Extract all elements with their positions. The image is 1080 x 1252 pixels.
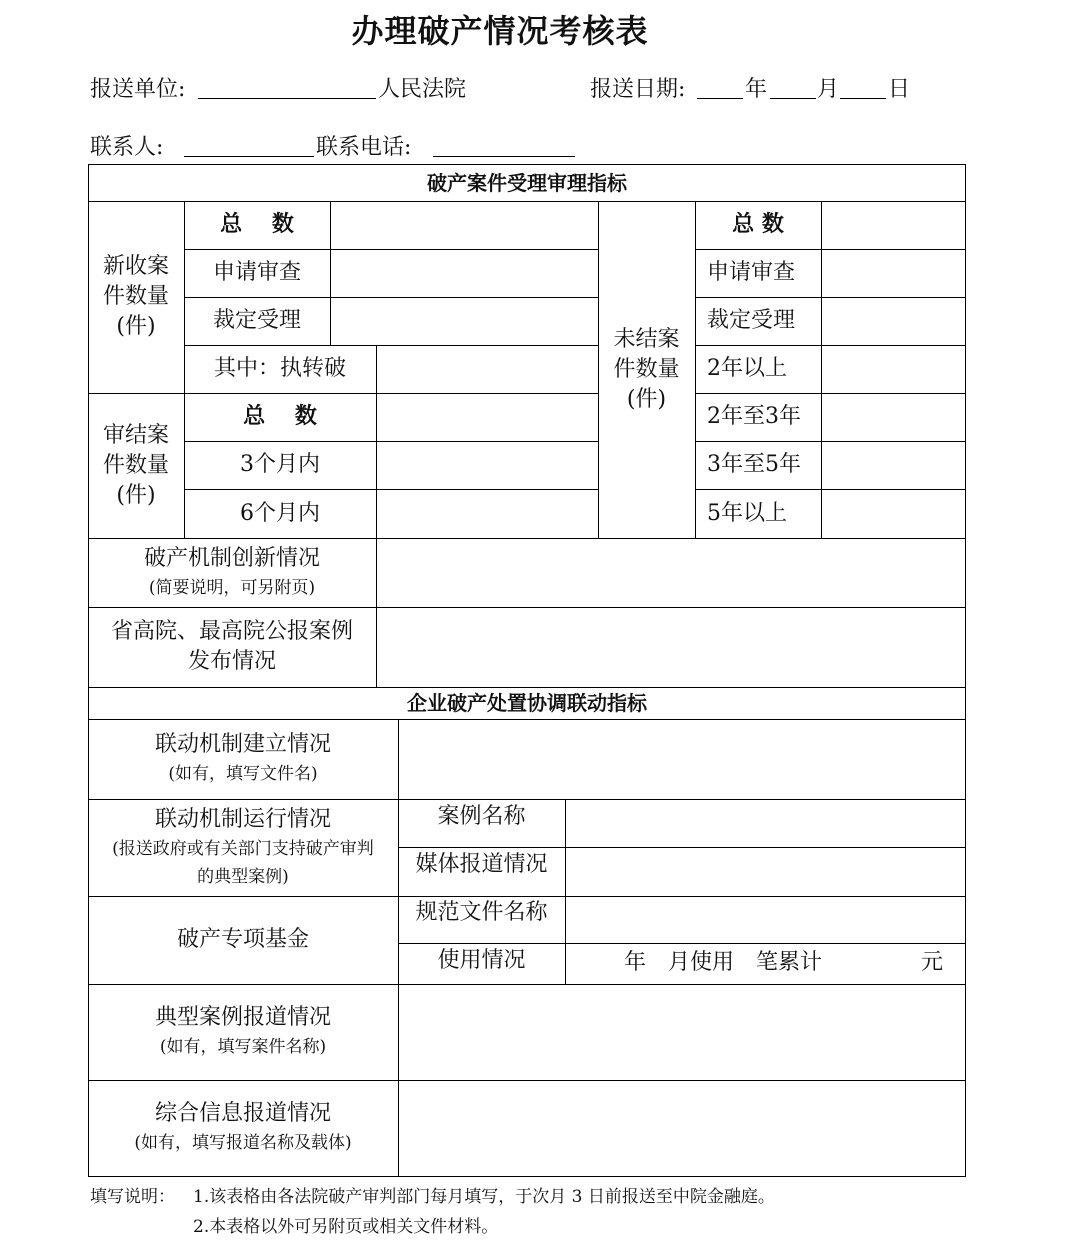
pending-over5y-label: 5年以上 <box>707 500 787 526</box>
label-line: 审结案 <box>102 422 169 448</box>
info-report-label <box>88 1080 398 1176</box>
pending-cases-label <box>598 201 695 538</box>
grid-line <box>965 164 966 1176</box>
case-name-label: 案例名称 <box>437 804 526 829</box>
pending-2to3y-label: 2年至3年 <box>707 404 801 429</box>
label-line: (件) <box>116 482 156 508</box>
label-line: 典型案例报道情况 <box>154 1005 331 1030</box>
phone-field[interactable] <box>433 156 575 157</box>
label-line: (件) <box>626 386 667 412</box>
fund-doc-label: 规范文件名称 <box>415 900 548 925</box>
grid-line <box>376 345 377 393</box>
page-title: 办理破产情况考核表 <box>351 12 649 50</box>
closed-6m-field[interactable] <box>378 491 596 536</box>
new-review-label: 申请审查 <box>212 260 301 285</box>
published-cases-field[interactable] <box>378 609 963 685</box>
pending-review-field[interactable] <box>823 251 963 295</box>
mechanism-setup-field[interactable] <box>400 721 963 797</box>
closed-3m-field[interactable] <box>378 443 596 487</box>
pending-2to3y-field[interactable] <box>823 395 963 439</box>
fund-label: 破产专项基金 <box>176 927 309 952</box>
label-line: 综合信息报道情况 <box>154 1101 331 1126</box>
year-field[interactable] <box>697 98 743 99</box>
new-cases-label <box>88 201 184 393</box>
mechanism-run-label <box>88 799 398 896</box>
new-accepted-label: 裁定受理 <box>212 308 301 333</box>
contact-label: 联系人: <box>90 135 164 160</box>
pending-total-label: 总 数 <box>732 212 784 237</box>
label-line: 省高院、最高院公报案例 <box>110 619 353 644</box>
pending-accepted-label: 裁定受理 <box>707 308 796 333</box>
closed-total-field[interactable] <box>378 395 596 439</box>
pending-over2y-label: 2年以上 <box>707 356 787 381</box>
fund-doc-field[interactable] <box>567 898 963 941</box>
court-suffix: 人民法院 <box>378 77 467 102</box>
new-review-field[interactable] <box>332 251 596 295</box>
label-line: 新收案 <box>102 254 169 279</box>
grid-line <box>376 393 377 538</box>
date-label: 报送日期: <box>590 77 686 102</box>
closed-cases-label <box>88 393 184 538</box>
new-transfer-field[interactable] <box>378 347 596 391</box>
phone-label: 联系电话: <box>316 135 412 160</box>
label-line: 联动机制建立情况 <box>154 732 331 757</box>
unit-field[interactable] <box>198 98 376 99</box>
label-line: 联动机制运行情况 <box>154 806 331 832</box>
new-total-label: 总 数 <box>220 212 294 237</box>
grid-line <box>821 201 822 538</box>
label-line: 未结案 <box>613 326 680 352</box>
pending-over5y-field[interactable] <box>823 491 963 536</box>
label-line: 破产机制创新情况 <box>143 545 320 571</box>
case-name-field[interactable] <box>567 801 963 845</box>
contact-field[interactable] <box>184 156 314 157</box>
grid-line <box>376 538 377 687</box>
grid-line <box>565 799 566 984</box>
month-field[interactable] <box>770 98 816 99</box>
fund-usage-unit: 元 <box>921 950 944 975</box>
label-line: 件数量 <box>102 452 169 478</box>
fund-usage-text: 年 月使用 笔累计 <box>624 950 823 975</box>
notes-label: 填写说明： <box>90 1187 175 1207</box>
pending-accepted-field[interactable] <box>823 299 963 343</box>
notes-line-2: 2.本表格以外可另附页或相关文件材料。 <box>193 1217 499 1237</box>
closed-total-label: 总 数 <box>243 404 317 429</box>
new-transfer-label: 其中：执转破 <box>213 356 346 381</box>
pending-review-label: 申请审查 <box>707 260 796 285</box>
section-title-acceptance: 破产案件受理审理指标 <box>427 170 627 195</box>
label-line: 件数量 <box>613 356 680 382</box>
fund-usage-label: 使用情况 <box>437 948 526 973</box>
pending-over2y-field[interactable] <box>823 347 963 391</box>
label-note: (如有，填写文件名) <box>168 764 318 784</box>
day-label: 日 <box>888 77 911 102</box>
grid-line <box>330 201 331 345</box>
mechanism-setup-label <box>88 719 398 799</box>
info-report-field[interactable] <box>400 1082 963 1174</box>
label-line: (件) <box>116 314 156 339</box>
typical-cases-label <box>88 984 398 1080</box>
new-total-field[interactable] <box>332 203 596 247</box>
label-note: (简要说明，可另附页) <box>148 577 316 598</box>
day-field[interactable] <box>840 98 886 99</box>
notes-line-1: 1.该表格由各法院破产审判部门每月填写，于次月 3 日前报送至中院金融庭。 <box>193 1187 775 1207</box>
closed-6m-label: 6个月内 <box>240 500 320 526</box>
closed-3m-label: 3个月内 <box>240 452 320 477</box>
new-accepted-field[interactable] <box>332 299 596 343</box>
media-report-label: 媒体报道情况 <box>415 852 548 877</box>
pending-3to5y-field[interactable] <box>823 443 963 487</box>
month-label: 月 <box>817 77 840 102</box>
label-note: (如有，填写案件名称) <box>159 1037 327 1057</box>
year-label: 年 <box>745 77 768 102</box>
innovation-label <box>88 538 376 607</box>
unit-label: 报送单位: <box>90 77 186 102</box>
media-report-field[interactable] <box>567 849 963 894</box>
label-line: 发布情况 <box>187 649 276 674</box>
innovation-field[interactable] <box>378 540 963 605</box>
label-line: 件数量 <box>102 284 169 309</box>
published-cases-label <box>88 607 376 687</box>
label-note: 的典型案例) <box>197 866 289 887</box>
pending-total-field[interactable] <box>823 203 963 247</box>
label-note: (报送政府或有关部门支持破产审判 <box>112 838 374 859</box>
section-title-coordination: 企业破产处置协调联动指标 <box>407 691 647 715</box>
pending-3to5y-label: 3年至5年 <box>707 452 801 477</box>
typical-cases-field[interactable] <box>400 986 963 1078</box>
label-note: (如有，填写报道名称及载体) <box>134 1133 352 1153</box>
grid-line <box>88 1176 966 1177</box>
